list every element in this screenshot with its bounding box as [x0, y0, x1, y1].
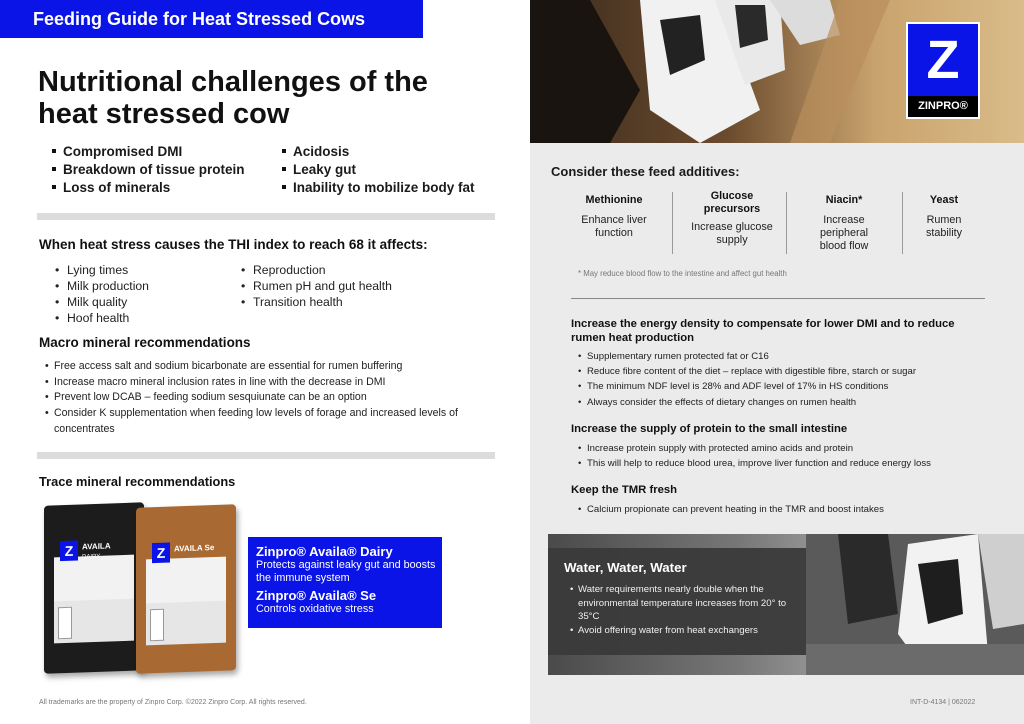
product-name: Zinpro® Availa® Dairy [256, 544, 393, 559]
section-divider [37, 213, 495, 220]
challenges-col-2 [282, 143, 502, 197]
additives-heading: Consider these feed additives: [551, 164, 740, 179]
page-headline [38, 66, 508, 130]
thi-item: • Milk quality [55, 295, 128, 309]
trademark-footer: All trademarks are the property of Zinpro Corp. ©2022 Zinpro Corp. All rights reserved. [39, 699, 307, 706]
thi-item: • Reproduction [241, 263, 326, 277]
guide-title-banner: Feeding Guide for Heat Stressed Cows [0, 0, 423, 38]
product-name: Zinpro® Availa® Se [256, 588, 377, 603]
tmr-list [573, 502, 993, 517]
macro-item: • Consider K supplementation when feeding low levels of forage and increased levels of concentrates [45, 407, 458, 435]
zinpro-z-logo-icon: Z [152, 543, 170, 564]
niacin-footnote: * May reduce blood flow to the intestine and affect gut health [578, 269, 787, 278]
energy-item: • Always consider the effects of dietary changes on rumen health [578, 396, 857, 408]
square-bullet-icon [52, 185, 56, 189]
additive-methionine: Methionine Enhance liver function [581, 194, 647, 239]
thi-list-col-1 [55, 262, 235, 326]
water-item: • Water requirements nearly double when the environmental temperature increases from 20° to 35°C [570, 584, 787, 622]
thi-list-col-2 [241, 262, 461, 310]
headline-line-1: Nutritional challenges of the [38, 66, 428, 98]
energy-item: • The minimum NDF level is 28% and ADF level of 17% in HS conditions [578, 381, 889, 393]
challenge-item: Leaky gut [282, 161, 502, 179]
document-code: INT-D-4134 | 062022 [910, 699, 976, 706]
section-divider [37, 452, 495, 459]
thi-item: • Rumen pH and gut health [241, 279, 392, 293]
energy-item: • Reduce fibre content of the diet – replace with digestible fibre, starch or sugar [578, 366, 917, 378]
energy-item: • Supplementary rumen protected fat or C16 [578, 351, 769, 362]
column-divider [672, 192, 673, 254]
availa-dairy-bag-image [44, 502, 144, 673]
protein-item: • This will help to reduce blood urea, improve liver function and reduce energy loss [578, 458, 931, 470]
square-bullet-icon [282, 185, 286, 189]
water-heading: Water, Water, Water [564, 560, 687, 575]
tmr-item: • Calcium propionate can prevent heating in the TMR and boost intakes [578, 504, 884, 515]
additive-glucose-precursors: Glucose precursors Increase glucose supply [691, 190, 773, 246]
horizontal-divider [571, 298, 985, 299]
trace-heading: Trace mineral recommendations [39, 474, 236, 489]
bag-label: AVAILA Se [174, 543, 215, 554]
protein-heading: Increase the supply of protein to the small intestine [571, 423, 848, 435]
availa-se-bag-image [136, 504, 236, 673]
tmr-heading: Keep the TMR fresh [571, 484, 678, 496]
challenges-col-1 [52, 143, 272, 197]
square-bullet-icon [52, 167, 56, 171]
challenge-item: Compromised DMI [52, 143, 272, 161]
water-list [566, 583, 792, 637]
protein-item: • Increase protein supply with protected amino acids and protein [578, 443, 854, 454]
energy-list [573, 349, 993, 410]
column-divider [902, 192, 903, 254]
challenge-item: Acidosis [282, 143, 502, 161]
additive-yeast: Yeast Rumen stability [925, 194, 962, 239]
thi-item: • Milk production [55, 279, 149, 293]
macro-item: • Increase macro mineral inclusion rates in line with the decrease in DMI [45, 375, 386, 388]
challenge-item: Loss of minerals [52, 179, 272, 197]
zinpro-z-logo-icon: Z [926, 30, 960, 90]
macro-item: • Free access salt and sodium bicarbonate are essential for rumen buffering [45, 360, 403, 372]
macro-item: • Prevent low DCAB – feeding sodium sesquiunate can be an option [45, 391, 367, 404]
thi-heading: When heat stress causes the THI index to reach 68 it affects: [39, 237, 428, 252]
thi-item: • Hoof health [55, 311, 130, 325]
zinpro-wordmark: ZINPRO® [908, 96, 978, 117]
thi-item: • Lying times [55, 263, 129, 277]
water-callout [548, 548, 806, 655]
additive-niacin: Niacin* Increase peripheral blood flow [819, 194, 869, 252]
challenge-item: Inability to mobilize body fat [282, 179, 502, 197]
zinpro-z-logo-icon: Z [60, 541, 78, 562]
product-desc: Protects against leaky gut and boosts the immune system [256, 559, 436, 584]
product-desc: Controls oxidative stress [256, 603, 374, 615]
square-bullet-icon [282, 167, 286, 171]
headline-line-2: heat stressed cow [38, 98, 290, 130]
macro-heading: Macro mineral recommendations [39, 335, 251, 350]
column-divider [786, 192, 787, 254]
square-bullet-icon [52, 149, 56, 153]
square-bullet-icon [282, 149, 286, 153]
macro-list [38, 359, 488, 438]
protein-list [573, 441, 993, 471]
challenge-item: Breakdown of tissue protein [52, 161, 272, 179]
product-callout [248, 537, 442, 628]
energy-heading: Increase the energy density to compensate for lower DMI and to reduce rumen heat production [571, 318, 955, 344]
zinpro-logo [906, 22, 980, 119]
water-item: • Avoid offering water from heat exchangers [570, 624, 758, 636]
bag-label: AVAILA DAIRY [82, 541, 111, 561]
thi-item: • Transition health [241, 295, 343, 309]
